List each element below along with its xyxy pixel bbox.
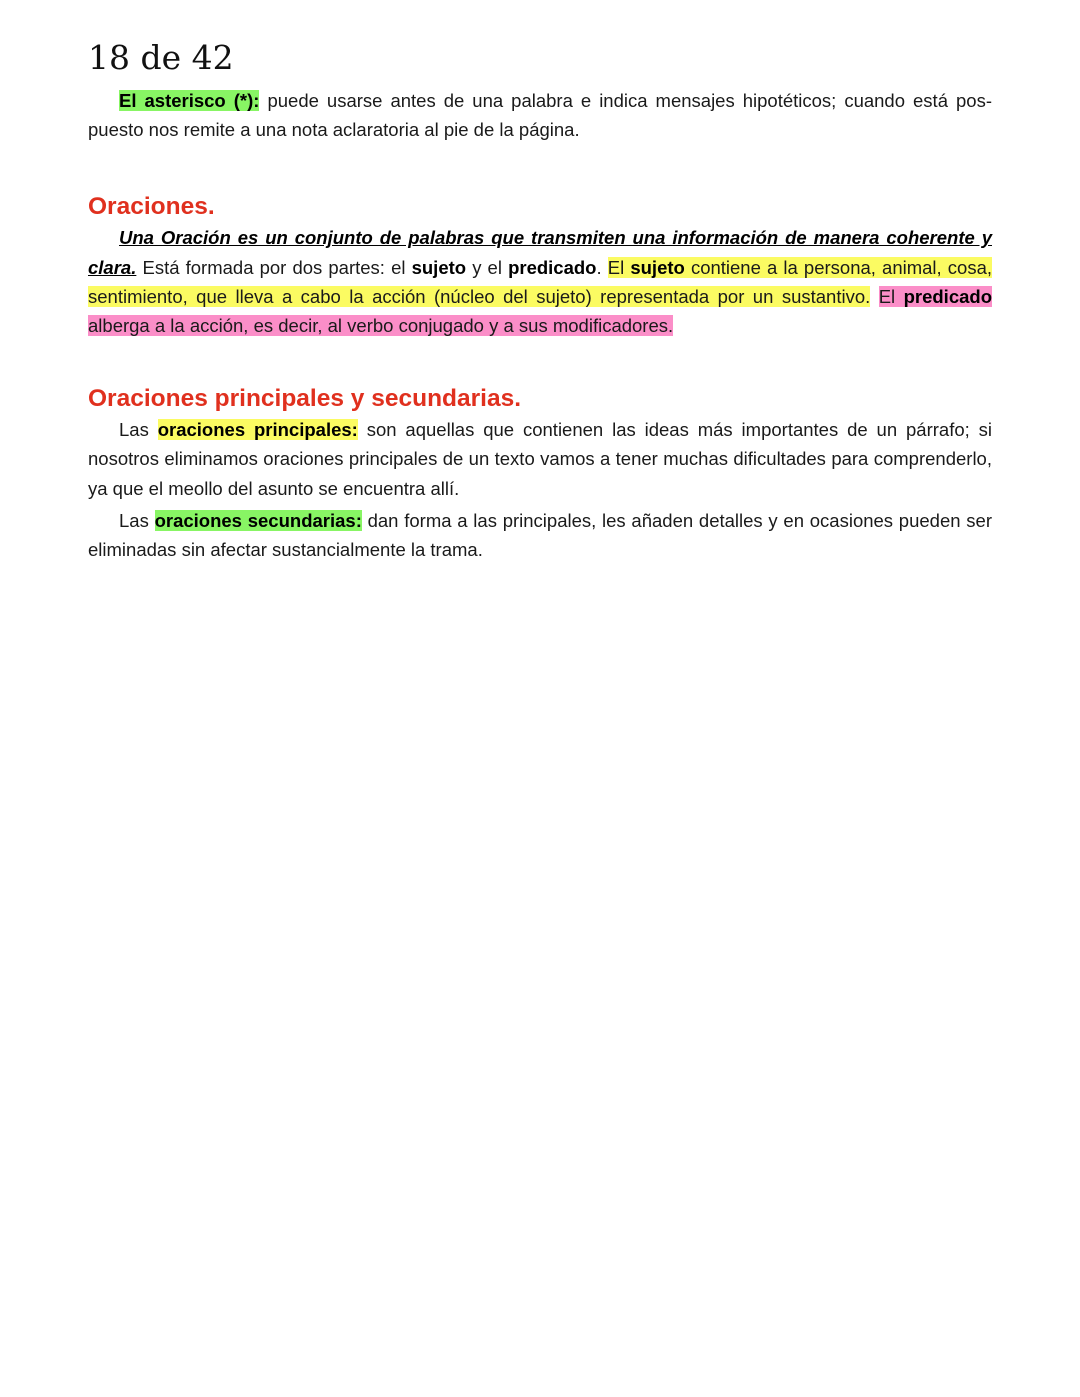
predicado-explanation: El predicado alberga a la acción, es decir, al verbo conjugado y a sus modificadores. (88, 285, 993, 337)
asterisk-description: puede usarse antes de una palabra e indica mensajes hipotéticos; cuando está pos-puesto nos remite a una nota aclaratoria al pie de la página. (88, 90, 992, 141)
term-oraciones-secundarias: oraciones secundarias: (154, 509, 362, 531)
term-sujeto: sujeto (411, 256, 467, 278)
document-page (88, 0, 992, 564)
term-asterisco: El asterisco (*): (119, 90, 260, 111)
sujeto-explanation: El sujeto contiene a la persona, animal, cosa, sentimiento, que lleva a cabo la acción (núcleo del sujeto) representada por un sustantivo. (88, 256, 993, 307)
paragraph-oracion-definition: Una Oración es un conjunto de palabras que transmiten una información de manera coherente y clara. Está formada por dos partes: el sujeto y el predicado. El sujeto contiene a la persona, animal, cosa, sentimiento, que lleva a cabo la acción (núcleo del sujeto) representada por un sustantivo. El predicado alberga a la acción, es decir, al verbo conjugado y a sus modificadores. (88, 227, 993, 337)
paragraph-oraciones-principales: Las oraciones principales: son aquellas que contienen las ideas más importantes de un párrafo; si nosotros eliminamos oraciones principales de un texto vamos a tener muchas dificultades para comprenderlo, ya que el meollo del asunto se encuentra allí. (88, 419, 993, 499)
term-oraciones-principales: oraciones principales: (157, 419, 358, 441)
oracion-definition: Una Oración es un conjunto de palabras que transmiten una información de manera coherente y clara. (88, 227, 992, 278)
paragraph-oraciones-secundarias: Las oraciones secundarias: dan forma a las principales, les añaden detalles y en ocasiones pueden ser eliminadas sin afectar sustancialmente la trama. (88, 509, 992, 561)
term-predicado: predicado (508, 256, 597, 278)
heading-principales-secundarias: Oraciones principales y secundarias. (88, 385, 522, 413)
paragraph-asterisk (88, 86, 992, 144)
page-number: 18 de 42 (88, 38, 234, 77)
heading-oraciones: Oraciones. (88, 193, 215, 221)
